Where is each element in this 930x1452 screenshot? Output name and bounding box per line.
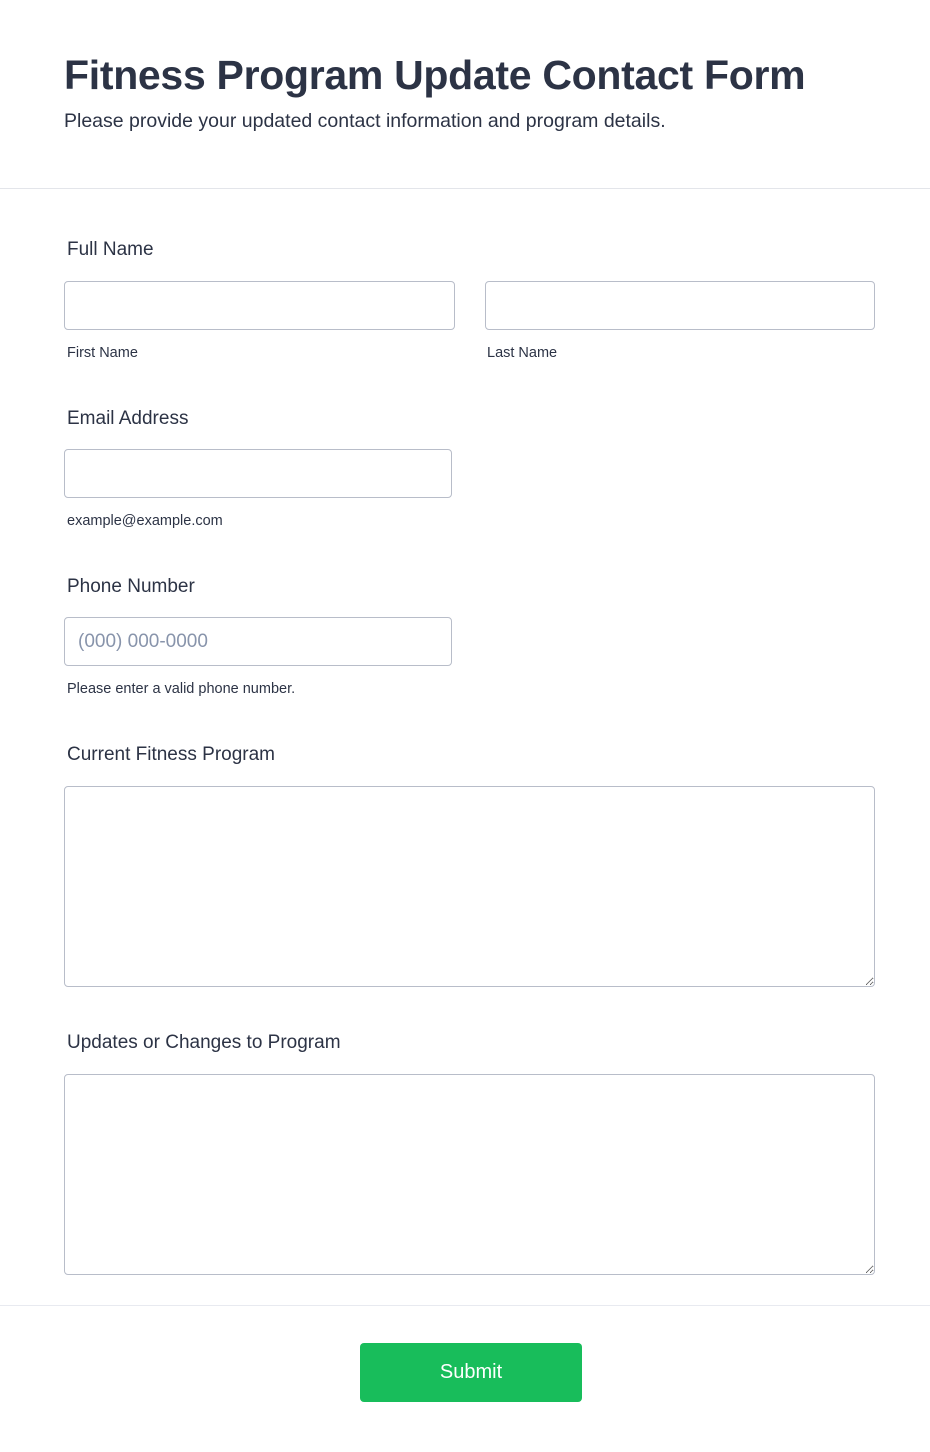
last-name-sublabel: Last Name [487,345,558,361]
email-label: Email Address [67,408,189,429]
footer-divider [0,1305,930,1306]
phone-sublabel: Please enter a valid phone number. [67,681,296,697]
first-name-input[interactable] [64,281,455,330]
email-input[interactable] [64,449,452,498]
updates-textarea[interactable] [64,1074,875,1275]
updates-label: Updates or Changes to Program [67,1032,341,1053]
last-name-input[interactable] [485,281,875,330]
full-name-label: Full Name [67,239,154,260]
email-sublabel: example@example.com [67,513,223,529]
form-header [0,0,930,189]
submit-button[interactable]: Submit [360,1343,582,1402]
phone-label: Phone Number [67,576,195,597]
current-program-textarea[interactable] [64,786,875,987]
page-subtitle: Please provide your updated contact information and program details. [64,110,666,132]
phone-input[interactable] [64,617,452,666]
current-program-label: Current Fitness Program [67,744,276,765]
first-name-sublabel: First Name [67,345,138,361]
page-title: Fitness Program Update Contact Form [64,52,806,98]
